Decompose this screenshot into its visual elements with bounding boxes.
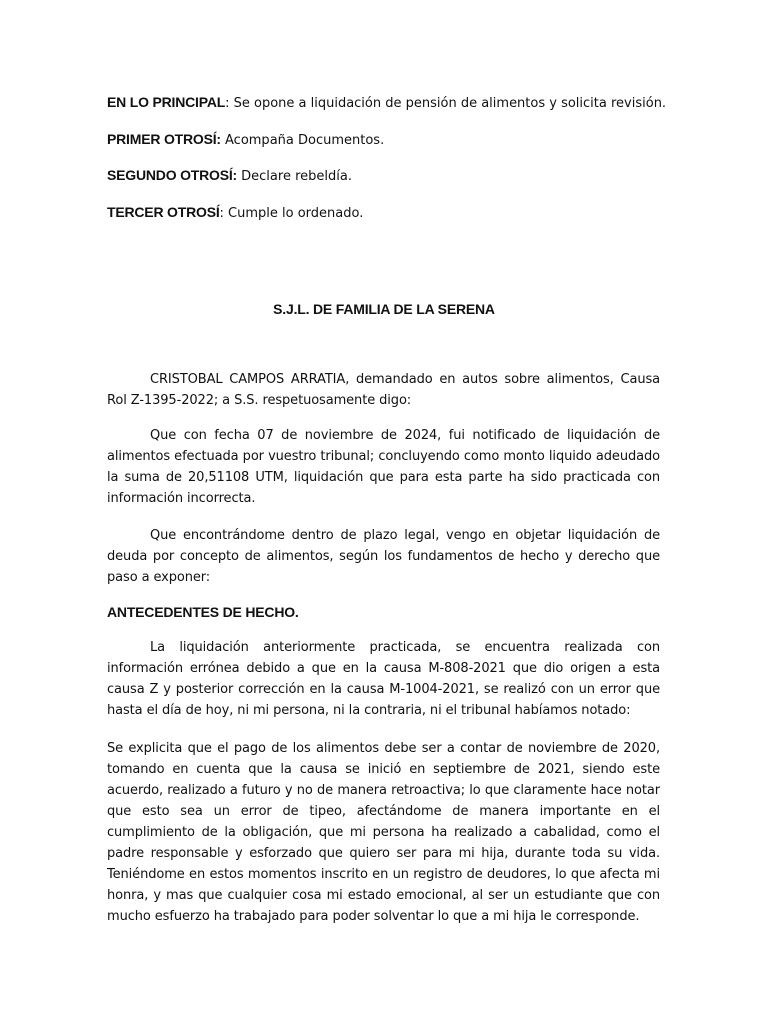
sumilla-text: : Cumple lo ordenado. [219, 205, 364, 221]
sumilla-label: SEGUNDO OTROSÍ: [107, 167, 238, 183]
sumilla-label: PRIMER OTROSÍ: [107, 130, 221, 147]
paragraph-antecedente-1: La liquidación anteriormente practicada, se encuentra realizada con información errónea debido a que en la causa M-808-2021 que dio origen a esta causa Z y posterior corrección en la causa M-1004-2021, se realizó con un error que hasta el día de hoy, ni mi persona, ni la contraria, ni el tribunal habíamos notado: [107, 640, 660, 718]
section-heading: ANTECEDENTES DE HECHO. [107, 604, 299, 620]
intro-paragraph [107, 369, 660, 411]
sumilla-text: Declare rebeldía. [237, 169, 352, 184]
paragraph-antecedente-2: Se explicita que el pago de los alimentos debe ser a contar de noviembre de 2020, tomando en cuenta que la causa se inició en septiembre de 2021, siendo este acuerdo, realizado a futuro y no de manera retroactiva; lo que claramente hace notar que esto sea un error de tipeo, afectándome de manera importante en el cumplimiento de la obligación, que mi persona ha realizado a cabalidad, como el padre responsable y esforzado que quiero ser para mi hija, durante toda su vida. Teniéndome en estos momentos inscrito en un registro de deudores, lo que afecta mi honra, y mas que cualquier cosa mi estado emocional, al ser un estudiante que con mucho esfuerzo ha trabajado para poder solventar lo que a mi hija le corresponde. [107, 741, 660, 924]
paragraph-comparecencia: CRISTOBAL CAMPOS ARRATIA, demandado en autos sobre alimentos, Causa Rol Z-1395-2022; a S.S. respetuosamente digo: [107, 372, 660, 408]
objection-paragraph [107, 525, 660, 588]
sumilla-principal [107, 92, 667, 114]
sumilla-text: Acompaña Documentos. [220, 132, 385, 148]
sumilla-tercer-otrosi [107, 202, 667, 224]
sumilla-text: : Se opone a liquidación de pensión de alimentos y solicita revisión. [225, 96, 667, 111]
sumilla-label: EN LO PRINCIPAL [107, 94, 226, 110]
sumilla-primer-otrosi [107, 129, 667, 151]
antecedentes-paragraph-2 [107, 738, 660, 927]
notification-paragraph [107, 425, 660, 509]
paragraph-notificacion: Que con fecha 07 de noviembre de 2024, fui notificado de liquidación de alimentos efectuada por vuestro tribunal; concluyendo como monto liquido adeudado la suma de 20,51108 UTM, liquidación que para esta parte ha sido practicada con información incorrecta. [107, 428, 660, 506]
sumilla-label: TERCER OTROSÍ [107, 203, 220, 220]
antecedentes-paragraph-1 [107, 637, 660, 721]
sumilla-segundo-otrosi [107, 165, 667, 187]
court-heading: S.J.L. DE FAMILIA DE LA SERENA [273, 301, 495, 317]
paragraph-objecion: Que encontrándome dentro de plazo legal, vengo en objetar liquidación de deuda por concepto de alimentos, según los fundamentos de hecho y derecho que paso a exponer: [107, 528, 660, 585]
sumilla-block [107, 92, 667, 238]
